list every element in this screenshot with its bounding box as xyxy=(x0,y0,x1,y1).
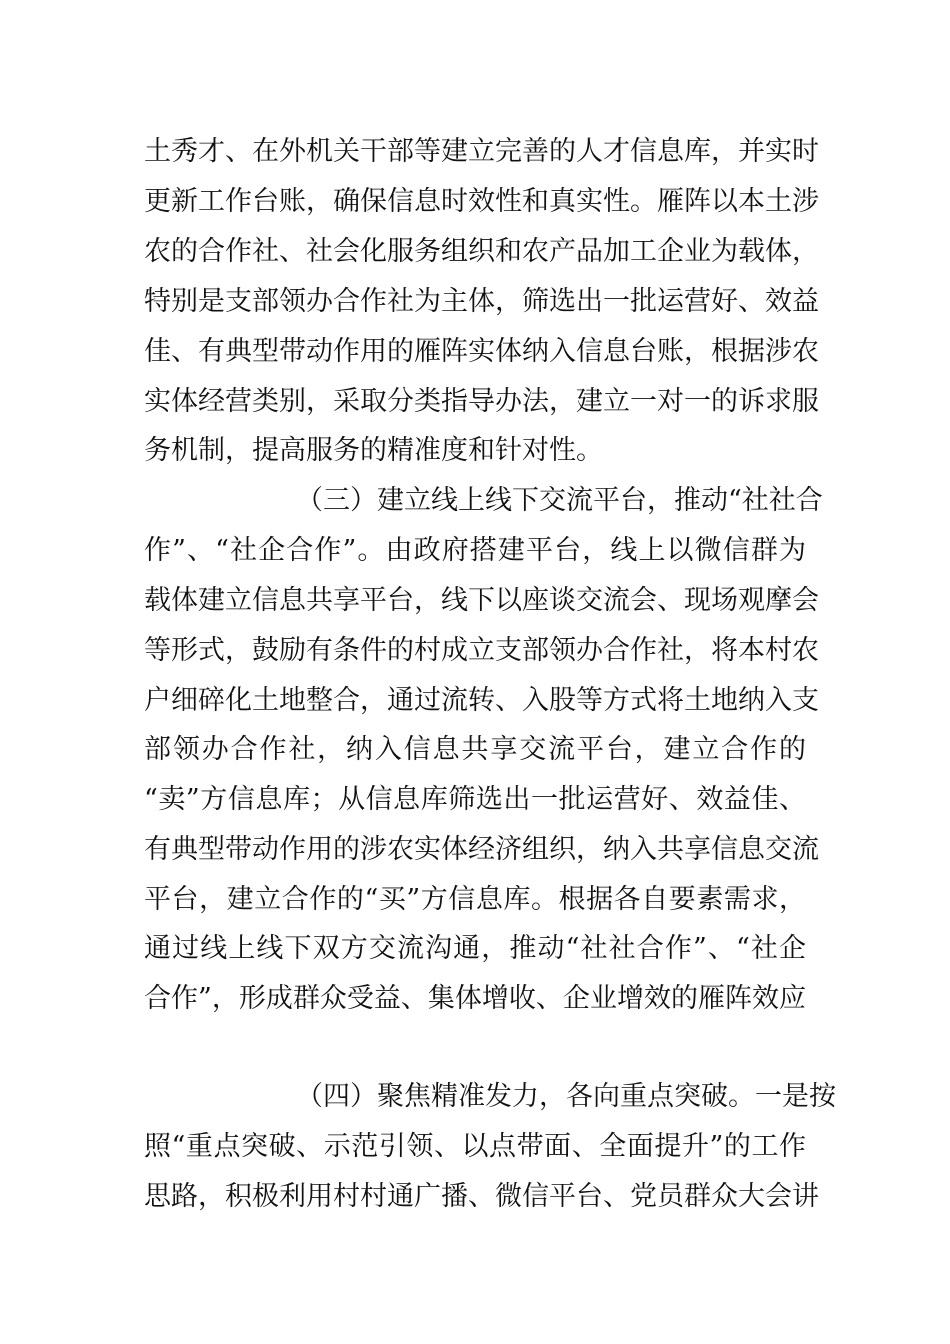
body-text-line: 佳、有典型带动作用的雁阵实体纳入信息台账，根据涉农 xyxy=(144,336,819,367)
body-text-line: 合作”，形成群众受益、集体增收、企业增效的雁阵效应 xyxy=(144,983,806,1014)
body-text-line: 有典型带动作用的涉农实体经济组织，纳入共享信息交流 xyxy=(144,834,819,865)
body-text-line: 更新工作台账，确保信息时效性和真实性。雁阵以本土涉 xyxy=(144,186,819,217)
body-text-line: 部领办合作社，纳入信息共享交流平台，建立合作的 xyxy=(144,734,806,765)
body-text-line: 农的合作社、社会化服务组织和农产品加工企业为载体， xyxy=(144,236,819,267)
section-heading-four: （四）聚焦精准发力，各向重点突破。一是按 xyxy=(296,1081,836,1112)
body-text-line: 特别是支部领办合作社为主体，筛选出一批运营好、效益 xyxy=(144,286,819,317)
body-text-line: 平台，建立合作的“买”方信息库。根据各自要素需求， xyxy=(144,884,806,915)
body-text-line: 思路，积极利用村村通广播、微信平台、党员群众大会讲 xyxy=(144,1181,819,1212)
body-text-line: 作”、“社企合作”。由政府搭建平台，线上以微信群为 xyxy=(144,535,806,566)
body-text-line: “卖”方信息库；从信息库筛选出一批运营好、效益佳、 xyxy=(144,784,806,815)
body-text-line: 务机制，提高服务的精准度和针对性。 xyxy=(144,435,603,466)
body-text-line: 户细碎化土地整合，通过流转、入股等方式将土地纳入支 xyxy=(144,685,819,716)
body-text-line: 等形式，鼓励有条件的村成立支部领办合作社，将本村农 xyxy=(144,635,819,666)
body-text-line: 土秀才、在外机关干部等建立完善的人才信息库，并实时 xyxy=(144,136,819,167)
body-text-line: 照“重点突破、示范引领、以点带面、全面提升”的工作 xyxy=(144,1131,806,1162)
body-text-line: 实体经营类别，采取分类指导办法，建立一对一的诉求服 xyxy=(144,386,819,417)
body-text-line: 载体建立信息共享平台，线下以座谈交流会、现场观摩会 xyxy=(144,585,819,616)
section-heading-three: （三）建立线上线下交流平台，推动“社社合 xyxy=(296,485,823,516)
body-text-line: 通过线上线下双方交流沟通，推动“社社合作”、“社企 xyxy=(144,933,806,964)
